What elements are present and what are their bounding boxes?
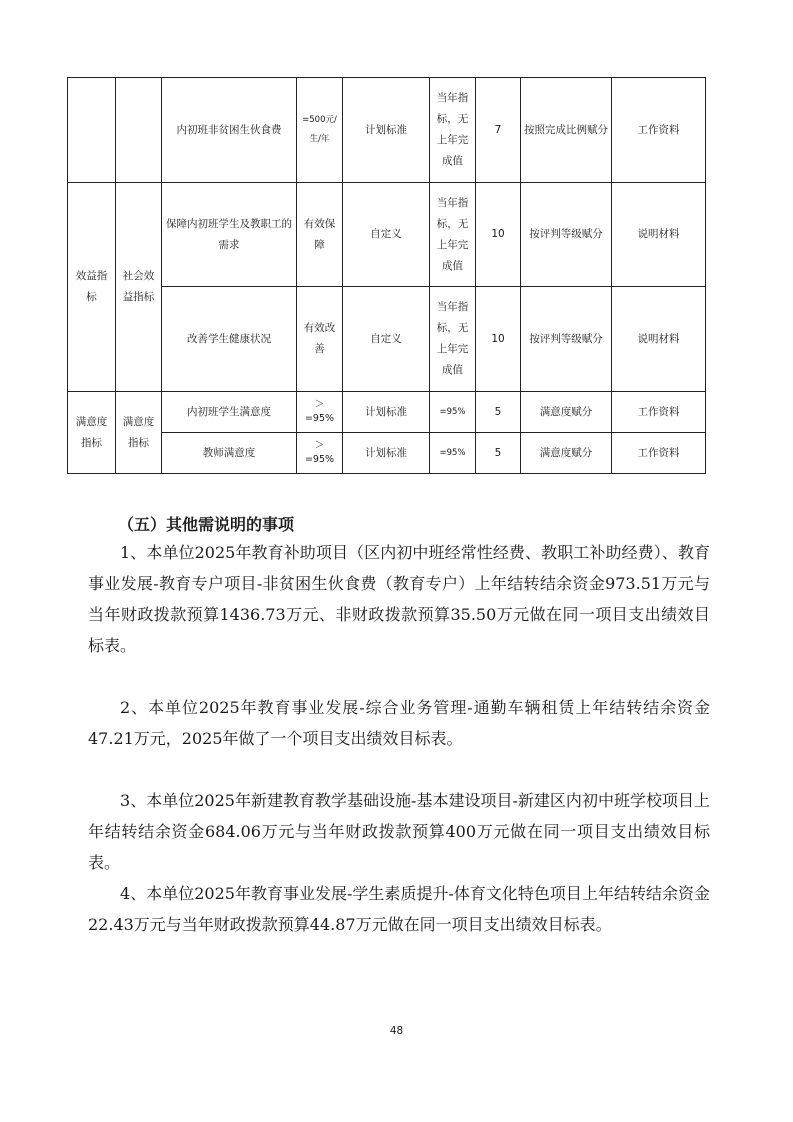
value-cell bbox=[297, 433, 343, 474]
weight-cell: 5 bbox=[476, 392, 521, 433]
table-row bbox=[68, 392, 706, 433]
page-number: 48 bbox=[389, 1025, 404, 1037]
paragraph-3: 3、本单位2025年新建教育教学基础设施-基本建设项目-新建区内初中班学校项目上年结转结余资金684.06万元与当年财政拨款预算400万元做在同一项目支出绩效目标表。 bbox=[88, 791, 710, 872]
value-cell: 有效改善 bbox=[297, 287, 343, 392]
table-row bbox=[68, 78, 706, 183]
indicator-cell: 改善学生健康状况 bbox=[162, 287, 297, 392]
basis-cell: 当年指标，无上年完成值 bbox=[430, 78, 476, 183]
indicator-cell: 内初班学生满意度 bbox=[162, 392, 297, 433]
evidence-cell: 工作资料 bbox=[612, 392, 706, 433]
indicator-cell: 保障内初班学生及教职工的需求 bbox=[162, 183, 297, 287]
standard-cell: 自定义 bbox=[343, 183, 430, 287]
basis-cell: 当年指标，无上年完成值 bbox=[430, 183, 476, 287]
standard-cell: 自定义 bbox=[343, 287, 430, 392]
evidence-cell: 工作资料 bbox=[612, 433, 706, 474]
target-value: =95% bbox=[304, 413, 335, 424]
weight-cell: 7 bbox=[476, 78, 521, 183]
basis-cell: =95% bbox=[430, 392, 476, 433]
weight-cell: 10 bbox=[476, 183, 521, 287]
standard-cell: 计划标准 bbox=[343, 433, 430, 474]
section-heading: （五）其他需说明的事项 bbox=[118, 515, 295, 534]
evidence-cell: 说明材料 bbox=[612, 287, 706, 392]
standard-cell: 计划标准 bbox=[343, 392, 430, 433]
comparison-operator: ＞ bbox=[314, 399, 325, 410]
level2-satisfaction-cell: 满意度指标 bbox=[116, 392, 162, 474]
value-cell bbox=[297, 392, 343, 433]
scoring-cell: 按评判等级赋分 bbox=[521, 183, 612, 287]
paragraph-4: 4、本单位2025年教育事业发展-学生素质提升-体育文化特色项目上年结转结余资金22.43万元与当年财政拨款预算44.87万元做在同一项目支出绩效目标表。 bbox=[88, 884, 710, 934]
indicator-cell: 内初班非贫困生伙食费 bbox=[162, 78, 297, 183]
paragraph-2: 2、本单位2025年教育事业发展-综合业务管理-通勤车辆租赁上年结转结余资金47.21万元，2025年做了一个项目支出绩效目标表。 bbox=[88, 698, 710, 748]
evidence-cell: 说明材料 bbox=[612, 183, 706, 287]
table-row bbox=[68, 287, 706, 392]
target-value: =95% bbox=[304, 454, 335, 465]
level2-cell-empty bbox=[116, 78, 162, 183]
level1-benefit-cell: 效益指标 bbox=[68, 183, 116, 392]
basis-cell: =95% bbox=[430, 433, 476, 474]
level1-cell-empty bbox=[68, 78, 116, 183]
basis-cell: 当年指标，无上年完成值 bbox=[430, 287, 476, 392]
value-cell: 有效保障 bbox=[297, 183, 343, 287]
table-row bbox=[68, 183, 706, 287]
performance-target-table bbox=[67, 77, 706, 474]
comparison-operator: ＞ bbox=[314, 440, 325, 451]
indicator-cell: 教师满意度 bbox=[162, 433, 297, 474]
level1-satisfaction-cell: 满意度指标 bbox=[68, 392, 116, 474]
paragraph-1: 1、本单位2025年教育补助项目（区内初中班经常性经费、教职工补助经费）、教育事业发展-教育专户项目-非贫困生伙食费（教育专户）上年结转结余资金973.51万元与当年财政拨款预算1436.73万元、非财政拨款预算35.50万元做在同一项目支出绩效目标表。 bbox=[88, 543, 710, 655]
scoring-cell: 按评判等级赋分 bbox=[521, 287, 612, 392]
scoring-cell: 满意度赋分 bbox=[521, 433, 612, 474]
scoring-cell: 满意度赋分 bbox=[521, 392, 612, 433]
evidence-cell: 工作资料 bbox=[612, 78, 706, 183]
weight-cell: 5 bbox=[476, 433, 521, 474]
table-row bbox=[68, 433, 706, 474]
value-cell: =500元/生/年 bbox=[297, 78, 343, 183]
scoring-cell: 按照完成比例赋分 bbox=[521, 78, 612, 183]
weight-cell: 10 bbox=[476, 287, 521, 392]
level2-social-benefit-cell: 社会效益指标 bbox=[116, 183, 162, 392]
standard-cell: 计划标准 bbox=[343, 78, 430, 183]
